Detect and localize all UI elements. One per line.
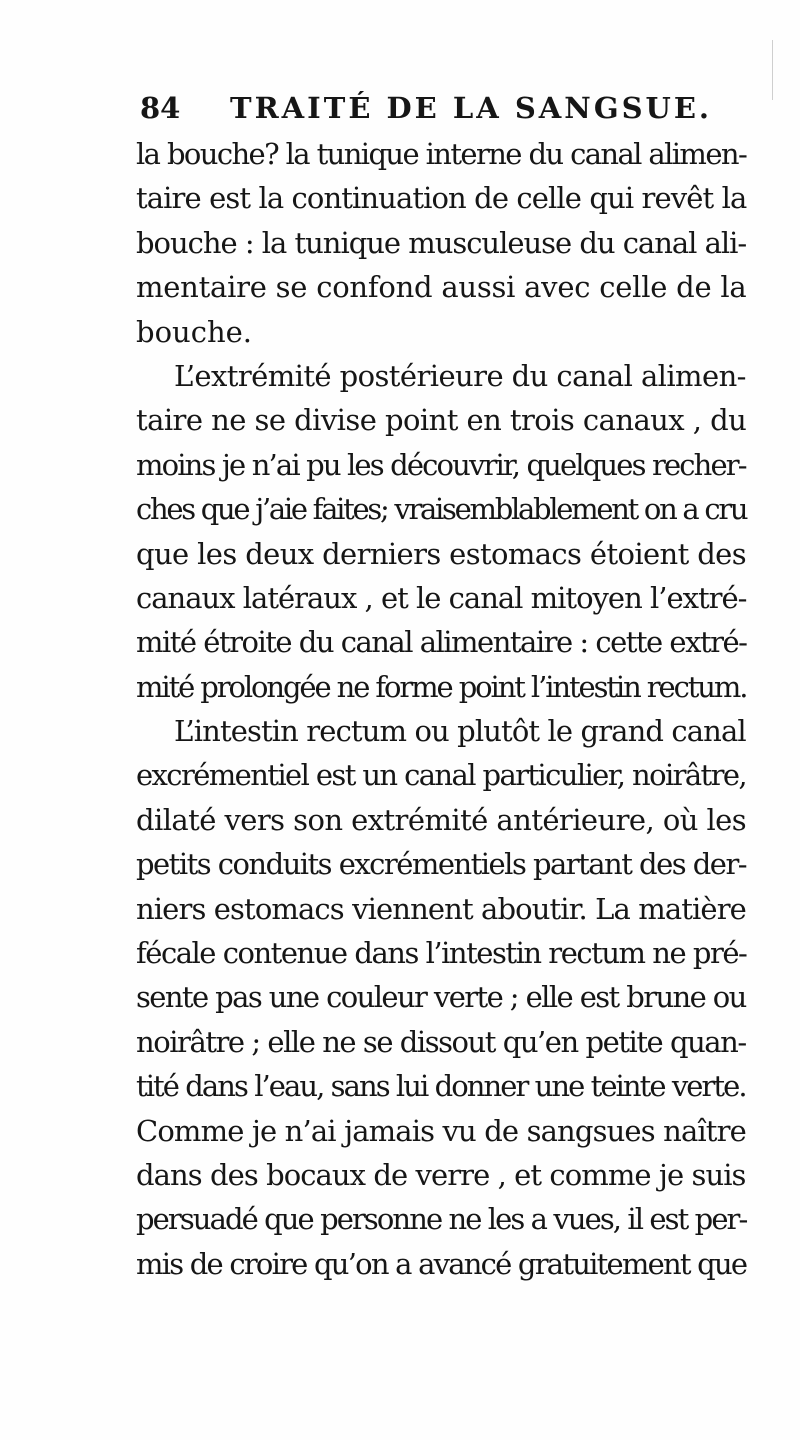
text-line: tité dans l’eau, sans lui donner une teinte verte.	[136, 1069, 746, 1104]
text-line: persuadé que personne ne les a vues, il est per-	[136, 1202, 747, 1237]
text-line: mité prolongée ne forme point l’intestin rectum.	[136, 669, 747, 704]
text-line: dans des bocaux de verre , et comme je suis	[136, 1157, 746, 1192]
text-line: fécale contenue dans l’intestin rectum ne pré-	[136, 936, 747, 971]
text-line: bouche : la tunique musculeuse du canal ali-	[136, 225, 747, 260]
text-line: niers estomacs viennent aboutir. La matière	[136, 891, 746, 926]
text-line: canaux latéraux , et le canal mitoyen l’extré-	[136, 580, 747, 615]
running-title: TRAITÉ DE LA SANGSUE.	[230, 91, 713, 125]
page-number: 84	[140, 91, 181, 125]
text-line: mis de croire qu’on a avancé gratuitement que	[136, 1246, 747, 1281]
text-line: mentaire se confond aussi avec celle de la	[136, 270, 747, 305]
text-line: L’extrémité postérieure du canal alimen-	[174, 358, 746, 393]
text-line: L’intestin rectum ou plutôt le grand canal	[174, 714, 746, 749]
body-text	[136, 132, 756, 1286]
text-line: ches que j’aie faites; vraisemblablement on a cru	[136, 492, 747, 527]
text-line: taire est la continuation de celle qui revêt la	[136, 181, 747, 216]
text-line: sente pas une couleur verte ; elle est brune ou	[136, 980, 746, 1015]
text-line: que les deux derniers estomacs étoient des	[136, 536, 746, 571]
text-line: excrémentiel est un canal particulier, noirâtre,	[136, 758, 747, 793]
text-line: noirâtre ; elle ne se dissout qu’en petite quan-	[136, 1024, 746, 1059]
text-line: taire ne se divise point en trois canaux , du	[136, 403, 747, 438]
page-header	[140, 88, 730, 128]
scan-edge-mark	[772, 40, 773, 100]
text-line: moins je n’ai pu les découvrir, quelques recher-	[136, 447, 746, 482]
text-line: dilaté vers son extrémité antérieure, où les	[136, 802, 747, 837]
text-line: Comme je n’ai jamais vu de sangsues naître	[136, 1113, 746, 1148]
text-line: la bouche? la tunique interne du canal alimen-	[136, 137, 747, 171]
text-line: petits conduits excrémentiels partant des der-	[136, 847, 747, 882]
text-line: bouche.	[136, 314, 252, 349]
text-line: mité étroite du canal alimentaire : cette extré-	[136, 625, 747, 660]
